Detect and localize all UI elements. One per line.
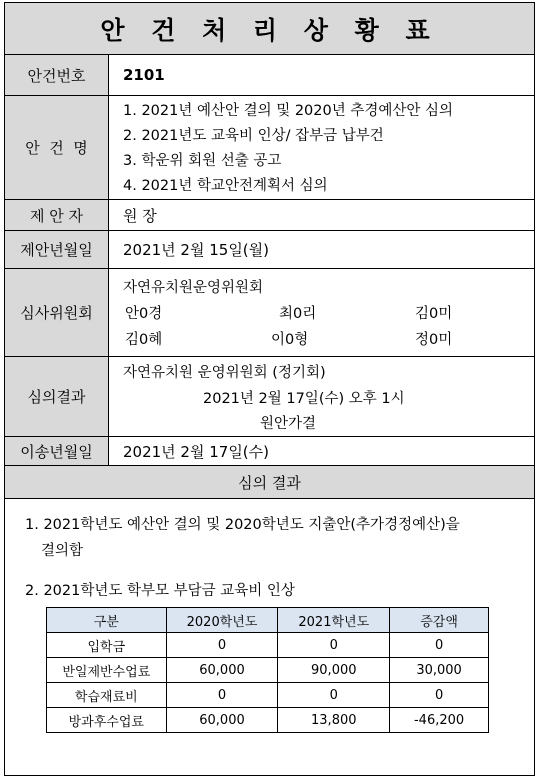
deliberation-row <box>5 357 534 437</box>
fee-cell: 0 <box>278 683 390 708</box>
fee-table-header: 2020학년도 <box>166 608 278 633</box>
fee-table-header: 증감액 <box>390 608 489 633</box>
fee-cell: 0 <box>390 633 489 658</box>
agenda-number-value: 2101 <box>123 66 165 84</box>
agenda-number-label: 안건번호 <box>5 55 109 95</box>
fee-category: 학습재료비 <box>47 683 167 708</box>
fee-cell: 0 <box>278 633 390 658</box>
deliberation-content <box>109 357 534 436</box>
committee-member: 김0미 <box>415 306 453 322</box>
fee-table-header-row <box>47 608 489 633</box>
committee-content <box>109 269 534 356</box>
committee-name: 자연유치원운영위원회 <box>123 280 264 296</box>
table-row <box>47 658 489 683</box>
agenda-item-1: 1. 2021년 예산안 결의 및 2020년 추경예산안 심의 <box>123 103 454 119</box>
fee-cell: 13,800 <box>278 708 390 733</box>
agenda-status-document <box>4 2 535 776</box>
agenda-name-label: 안 건 명 <box>5 96 109 199</box>
fee-cell: 60,000 <box>166 658 278 683</box>
fee-cell: 0 <box>166 683 278 708</box>
proposer-value: 원 장 <box>123 206 157 225</box>
proposer-label: 제 안 자 <box>5 200 109 230</box>
committee-member: 안0경 <box>125 306 163 322</box>
deliberation-outcome: 원안가결 <box>260 416 317 432</box>
fee-cell: -46,200 <box>390 708 489 733</box>
fee-cell: 30,000 <box>390 658 489 683</box>
fee-category: 반일제반수업료 <box>47 658 167 683</box>
transfer-date-value: 2021년 2월 17일(수) <box>123 442 270 461</box>
transfer-date-label: 이송년월일 <box>5 437 109 465</box>
committee-member: 정0미 <box>415 332 453 348</box>
proposal-date-label: 제안년월일 <box>5 231 109 268</box>
fee-table-header: 2021학년도 <box>278 608 390 633</box>
committee-member: 최0리 <box>279 306 317 322</box>
deliberation-datetime: 2021년 2월 17일(수) 오후 1시 <box>203 391 405 407</box>
result-section-title: 심의 결과 <box>5 466 534 499</box>
table-row <box>47 633 489 658</box>
committee-member: 이0형 <box>271 332 309 348</box>
fee-cell: 0 <box>390 683 489 708</box>
committee-member: 김0혜 <box>125 332 163 348</box>
agenda-number-row <box>5 55 534 96</box>
agenda-name-row <box>5 96 534 200</box>
table-row <box>47 708 489 733</box>
proposer-row <box>5 200 534 231</box>
deliberation-label: 심의결과 <box>5 357 109 436</box>
agenda-item-2: 2. 2021년도 교육비 인상/ 잡부금 납부건 <box>123 128 384 144</box>
fee-category: 입학금 <box>47 633 167 658</box>
fee-table <box>46 607 489 733</box>
fee-category: 방과후수업료 <box>47 708 167 733</box>
agenda-name-list <box>109 96 534 199</box>
agenda-item-3: 3. 학운위 회원 선출 공고 <box>123 153 282 169</box>
transfer-date-row <box>5 437 534 466</box>
proposal-date-row <box>5 231 534 269</box>
fee-cell: 0 <box>166 633 278 658</box>
result-item-1-continued: 결의함 <box>41 543 84 559</box>
committee-label: 심사위원회 <box>5 269 109 356</box>
fee-table-header: 구분 <box>47 608 167 633</box>
proposal-date-value: 2021년 2월 15일(월) <box>123 241 270 259</box>
fee-cell: 60,000 <box>166 708 278 733</box>
document-title: 안 건 처 리 상 황 표 <box>5 3 534 55</box>
deliberation-meeting: 자연유치원 운영위원회 (정기회) <box>123 365 326 381</box>
table-row <box>47 683 489 708</box>
committee-row <box>5 269 534 357</box>
fee-cell: 90,000 <box>278 658 390 683</box>
result-item-1: 1. 2021학년도 예산안 결의 및 2020학년도 지출안(추가경정예산)을 <box>25 517 460 533</box>
result-item-2: 2. 2021학년도 학부모 부담금 교육비 인상 <box>25 583 295 599</box>
agenda-item-4: 4. 2021년 학교안전계획서 심의 <box>123 178 328 194</box>
